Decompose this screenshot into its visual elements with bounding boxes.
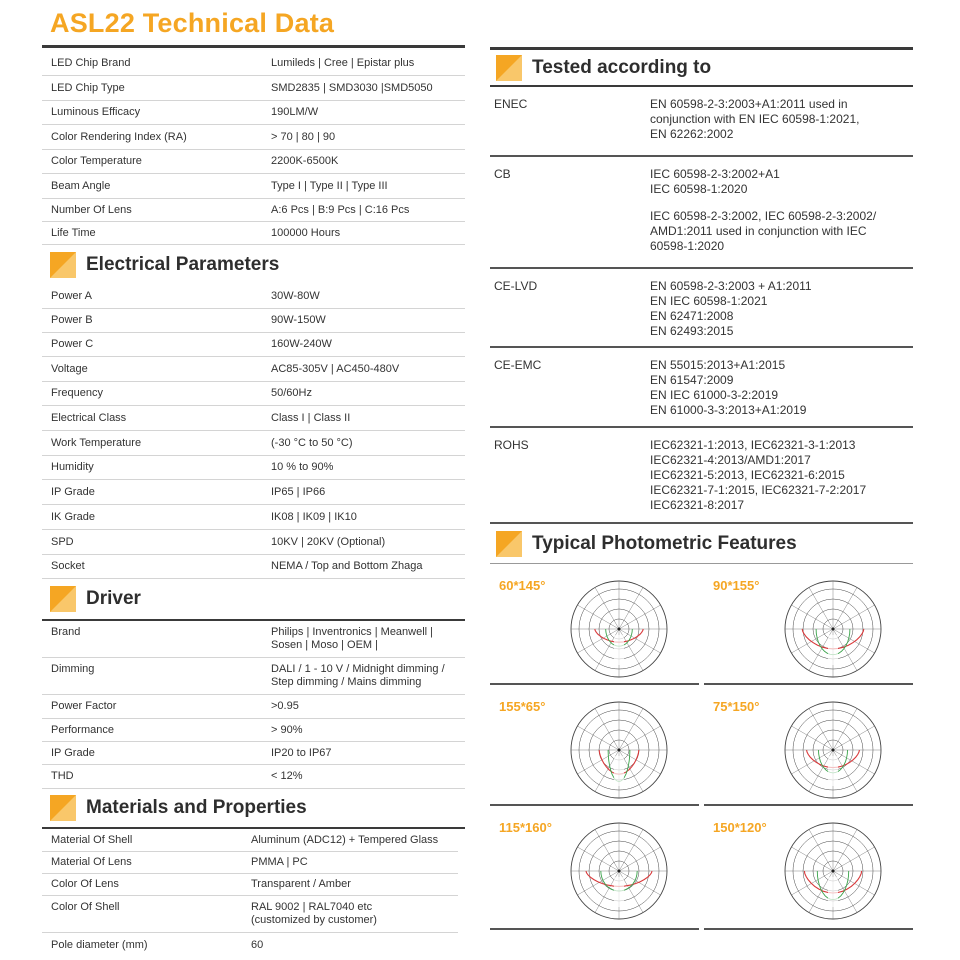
photometric-grid: [490, 564, 913, 930]
section-icon: [50, 795, 76, 821]
spec-row: Performance > 90%: [42, 719, 465, 742]
spec-row: Color Rendering Index (RA) > 70 | 80 | 90: [42, 125, 465, 150]
standard-row: ROHS IEC62321-1:2013, IEC62321-3-1:2013 IEC62321-4:2013/AMD1:2017 IEC62321-5:2013, IEC62321-6:2015 IEC62321-7-1:2015, IEC62321-7-2:2017 IEC62321-8:2017: [490, 428, 913, 524]
section-title: Typical Photometric Features: [532, 532, 797, 554]
polar-plot-icon: [564, 574, 674, 684]
spec-row: LED Chip Brand Lumileds | Cree | Epistar plus: [42, 51, 465, 76]
section-title: Materials and Properties: [86, 797, 307, 818]
spec-row: Life Time 100000 Hours: [42, 222, 465, 245]
polar-plot-icon: [564, 695, 674, 805]
spec-row: THD < 12%: [42, 765, 465, 789]
section-icon: [496, 531, 522, 557]
section-title: Tested according to: [532, 56, 712, 78]
polar-plot-icon: [778, 816, 888, 926]
materials-section-header: [42, 789, 465, 829]
spec-row: SPD 10KV | 20KV (Optional): [42, 530, 465, 555]
electrical-table: [42, 285, 465, 579]
spec-row: Material Of Shell Aluminum (ADC12) + Tempered Glass: [42, 829, 458, 852]
title-rule: [42, 45, 465, 48]
section-icon: [50, 252, 76, 278]
spec-row: Power Factor >0.95: [42, 695, 465, 719]
polar-plot-icon: [778, 574, 888, 684]
left-column: [42, 51, 465, 958]
standard-row: ENEC EN 60598-2-3:2003+A1:2011 used in conjunction with EN IEC 60598-1:2021, EN 62262:2002: [490, 87, 913, 157]
spec-row: Electrical Class Class I | Class II: [42, 406, 465, 431]
spec-row: IK Grade IK08 | IK09 | IK10: [42, 505, 465, 530]
photometric-diagram: [704, 564, 913, 685]
spec-row: Color Of Lens Transparent / Amber: [42, 874, 458, 896]
driver-table: [42, 621, 465, 789]
page-title: ASL22 Technical Data: [50, 8, 335, 38]
photometric-diagram: [490, 806, 699, 930]
spec-row: Voltage AC85-305V | AC450-480V: [42, 357, 465, 382]
section-icon: [496, 55, 522, 81]
standard-row: CE-EMC EN 55015:2013+A1:2015 EN 61547:2009 EN IEC 61000-3-2:2019 EN 61000-3-3:2013+A1:2019: [490, 348, 913, 428]
spec-row: IP Grade IP20 to IP67: [42, 742, 465, 765]
section-title: Electrical Parameters: [86, 254, 280, 275]
spec-row: IP Grade IP65 | IP66: [42, 480, 465, 505]
standard-row: CB IEC 60598-2-3:2002+A1 IEC 60598-1:2020 IEC 60598-2-3:2002, IEC 60598-2-3:2002/ AMD1:2011 used in conjunction with IEC 60598-1:2020: [490, 157, 913, 269]
spec-row: Power A 30W-80W: [42, 285, 465, 309]
spec-row: Brand Philips | Inventronics | Meanwell | Sosen | Moso | OEM |: [42, 621, 465, 658]
beam-angle-label: 90*155°: [713, 578, 760, 593]
tested-section-header: [490, 50, 913, 87]
section-icon: [50, 586, 76, 612]
polar-plot-icon: [564, 816, 674, 926]
spec-row: Frequency 50/60Hz: [42, 382, 465, 406]
spec-row: Luminous Efficacy 190LM/W: [42, 101, 465, 125]
spec-row: Socket NEMA / Top and Bottom Zhaga: [42, 555, 465, 579]
beam-angle-label: 150*120°: [713, 820, 767, 835]
spec-row: Number Of Lens A:6 Pcs | B:9 Pcs | C:16 Pcs: [42, 199, 465, 222]
photometric-section-header: [490, 524, 913, 564]
standard-row: CE-LVD EN 60598-2-3:2003 + A1:2011 EN IEC 60598-1:2021 EN 62471:2008 EN 62493:2015: [490, 269, 913, 348]
section-title: Driver: [86, 588, 141, 609]
beam-angle-label: 155*65°: [499, 699, 546, 714]
photometric-diagram: [704, 685, 913, 806]
photometric-diagram: [704, 806, 913, 930]
spec-row: Humidity 10 % to 90%: [42, 456, 465, 480]
materials-table: [42, 829, 458, 958]
driver-section-header: [42, 579, 465, 621]
spec-row: Color Temperature 2200K-6500K: [42, 150, 465, 174]
spec-row: Power C 160W-240W: [42, 333, 465, 357]
spec-row: Dimming DALI / 1 - 10 V / Midnight dimming / Step dimming / Mains dimming: [42, 658, 465, 695]
beam-angle-label: 115*160°: [499, 820, 552, 835]
spec-row: LED Chip Type SMD2835 | SMD3030 |SMD5050: [42, 76, 465, 101]
photometric-diagram: [490, 564, 699, 685]
polar-plot-icon: [778, 695, 888, 805]
beam-angle-label: 75*150°: [713, 699, 760, 714]
spec-row: Color Of Shell RAL 9002 | RAL7040 etc (customized by customer): [42, 896, 458, 933]
spec-row: Power B 90W-150W: [42, 309, 465, 333]
spec-row: Beam Angle Type I | Type II | Type III: [42, 174, 465, 199]
right-column: [490, 50, 913, 930]
spec-table: [42, 51, 465, 245]
electrical-section-header: [42, 245, 465, 285]
tested-table: [490, 87, 913, 524]
spec-row: Pole diameter (mm) 60: [51, 939, 264, 951]
spec-row: Material Of Lens PMMA | PC: [42, 852, 458, 874]
spec-row: Work Temperature (-30 °C to 50 °C): [42, 431, 465, 456]
beam-angle-label: 60*145°: [499, 578, 546, 593]
photometric-diagram: [490, 685, 699, 806]
